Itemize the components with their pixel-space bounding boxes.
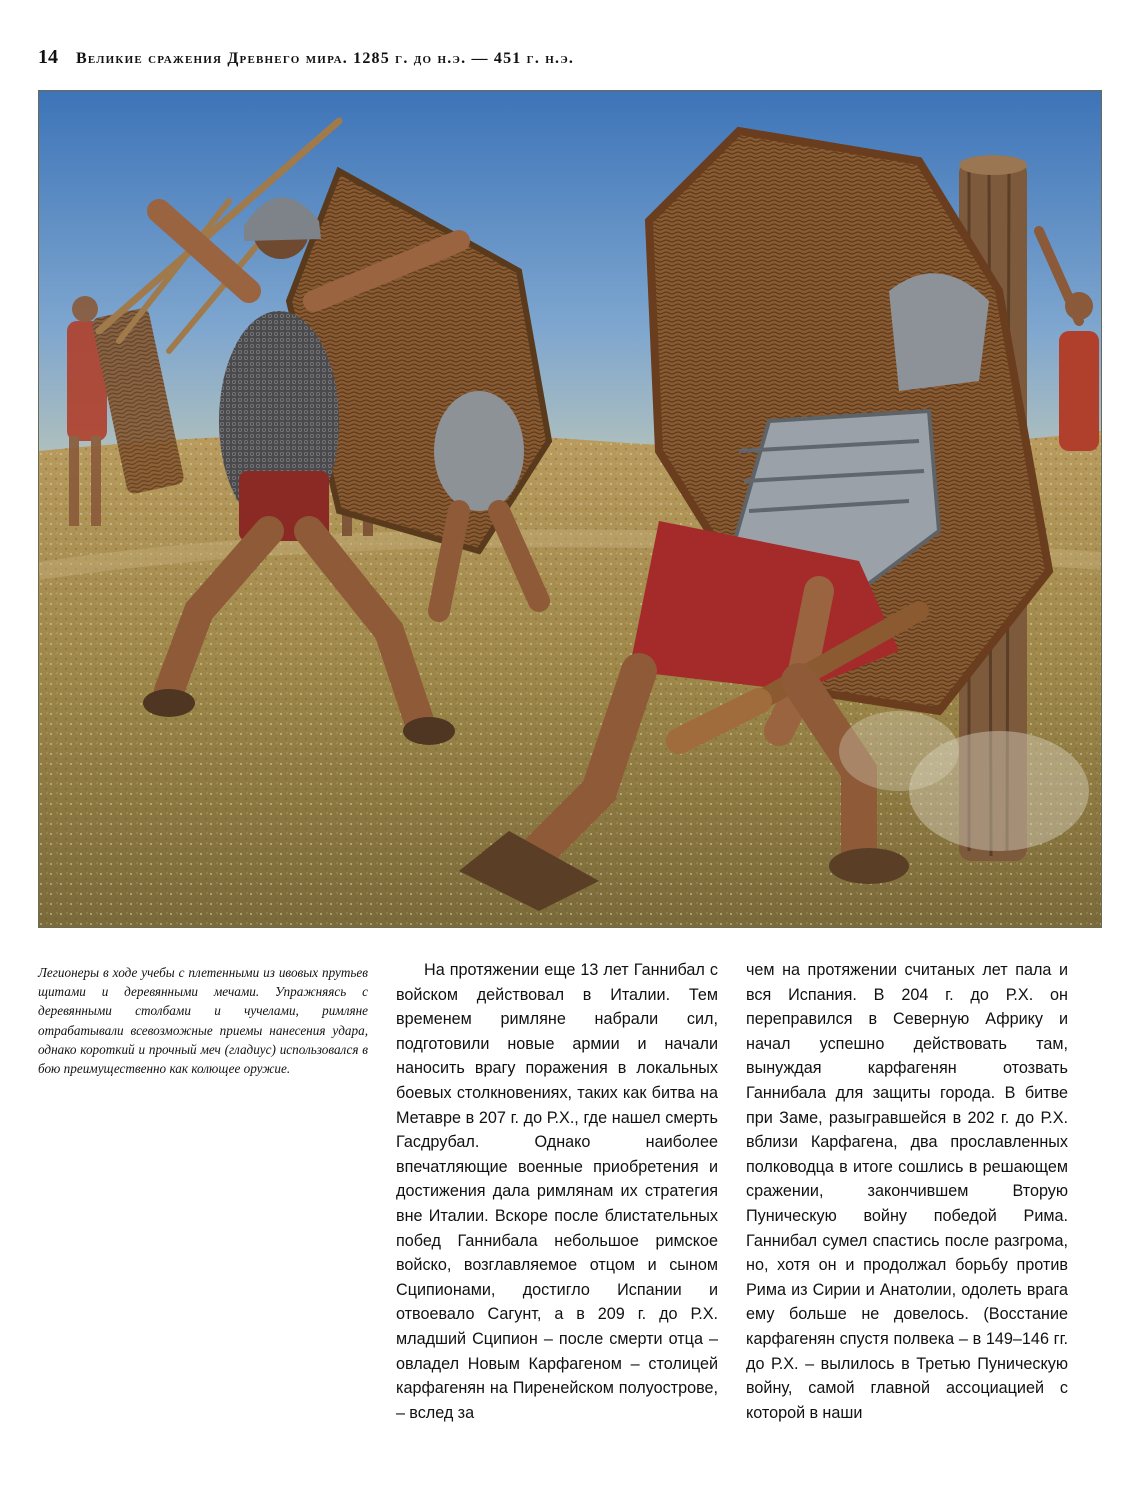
legionaries-painting: [39, 91, 1101, 927]
body-text-column-2: чем на протяжении считаных лет пала и вся Испания. В 204 г. до Р.Х. он переправился в Северную Африку и начал успешно действовать там, вынуждая карфагенян отозвать Ганнибала для защиты города. В битве при Заме, разыгравшейся в 202 г. до Р.Х. вблизи Карфагена, два прославленных полководца в итоге сошлись в решающем сражении, закончившем Вторую Пуническую войну победой Рима. Ганнибал сумел спастись после разгрома, но, хотя он и продолжал борьбу против Рима из Сирии и Анатолии, одолеть врага ему больше не довелось. (Восстание карфагенян спустя полвека – в 149–146 гг. до Р.Х. – вылилось в Третью Пуническую войну, самой главной ассоциацией с которой в наши: [746, 961, 1068, 1422]
illustration: [38, 90, 1102, 928]
illustration-caption: Легионеры в ходе учебы с плетенными из ивовых прутьев щитами и деревянными мечами. Упражняясь с деревянными столбами и чучелами, римляне отрабатывали всевозможные приемы нанесения удара, однако короткий и прочный меч (гладиус) использовался в бою преимущественно как колющее оружие.: [38, 965, 368, 1077]
page-number: 14: [38, 46, 58, 68]
running-title: Великие сражения Древнего мира. 1285 г. до н.э. — 451 г. н.э.: [76, 50, 575, 67]
body-text-column-1: На протяжении еще 13 лет Ганнибал с войском действовал в Италии. Тем временем римляне набрали сил, подготовили новые армии и начали наносить врагу поражения в локальных боевых столкновениях, таких как битва на Метавре в 207 г. до Р.Х., где нашел смерть Гасдрубал. Однако наиболее впечатляющие военные приобретения и достижения дала римлянам их стратегия вне Италии. Вскоре после блистательных побед Ганнибала небольшое римское войско, возглавляемое отцом и сыном Сципионами, достигло Испании и отвоевало Сагунт, а в 209 г. до Р.Х. младший Сципион – после смерти отца – овладел Новым Карфагеном – столицей карфагенян на Пиренейском полуострове, – вслед за: [396, 961, 718, 1422]
running-header: [38, 46, 1118, 72]
